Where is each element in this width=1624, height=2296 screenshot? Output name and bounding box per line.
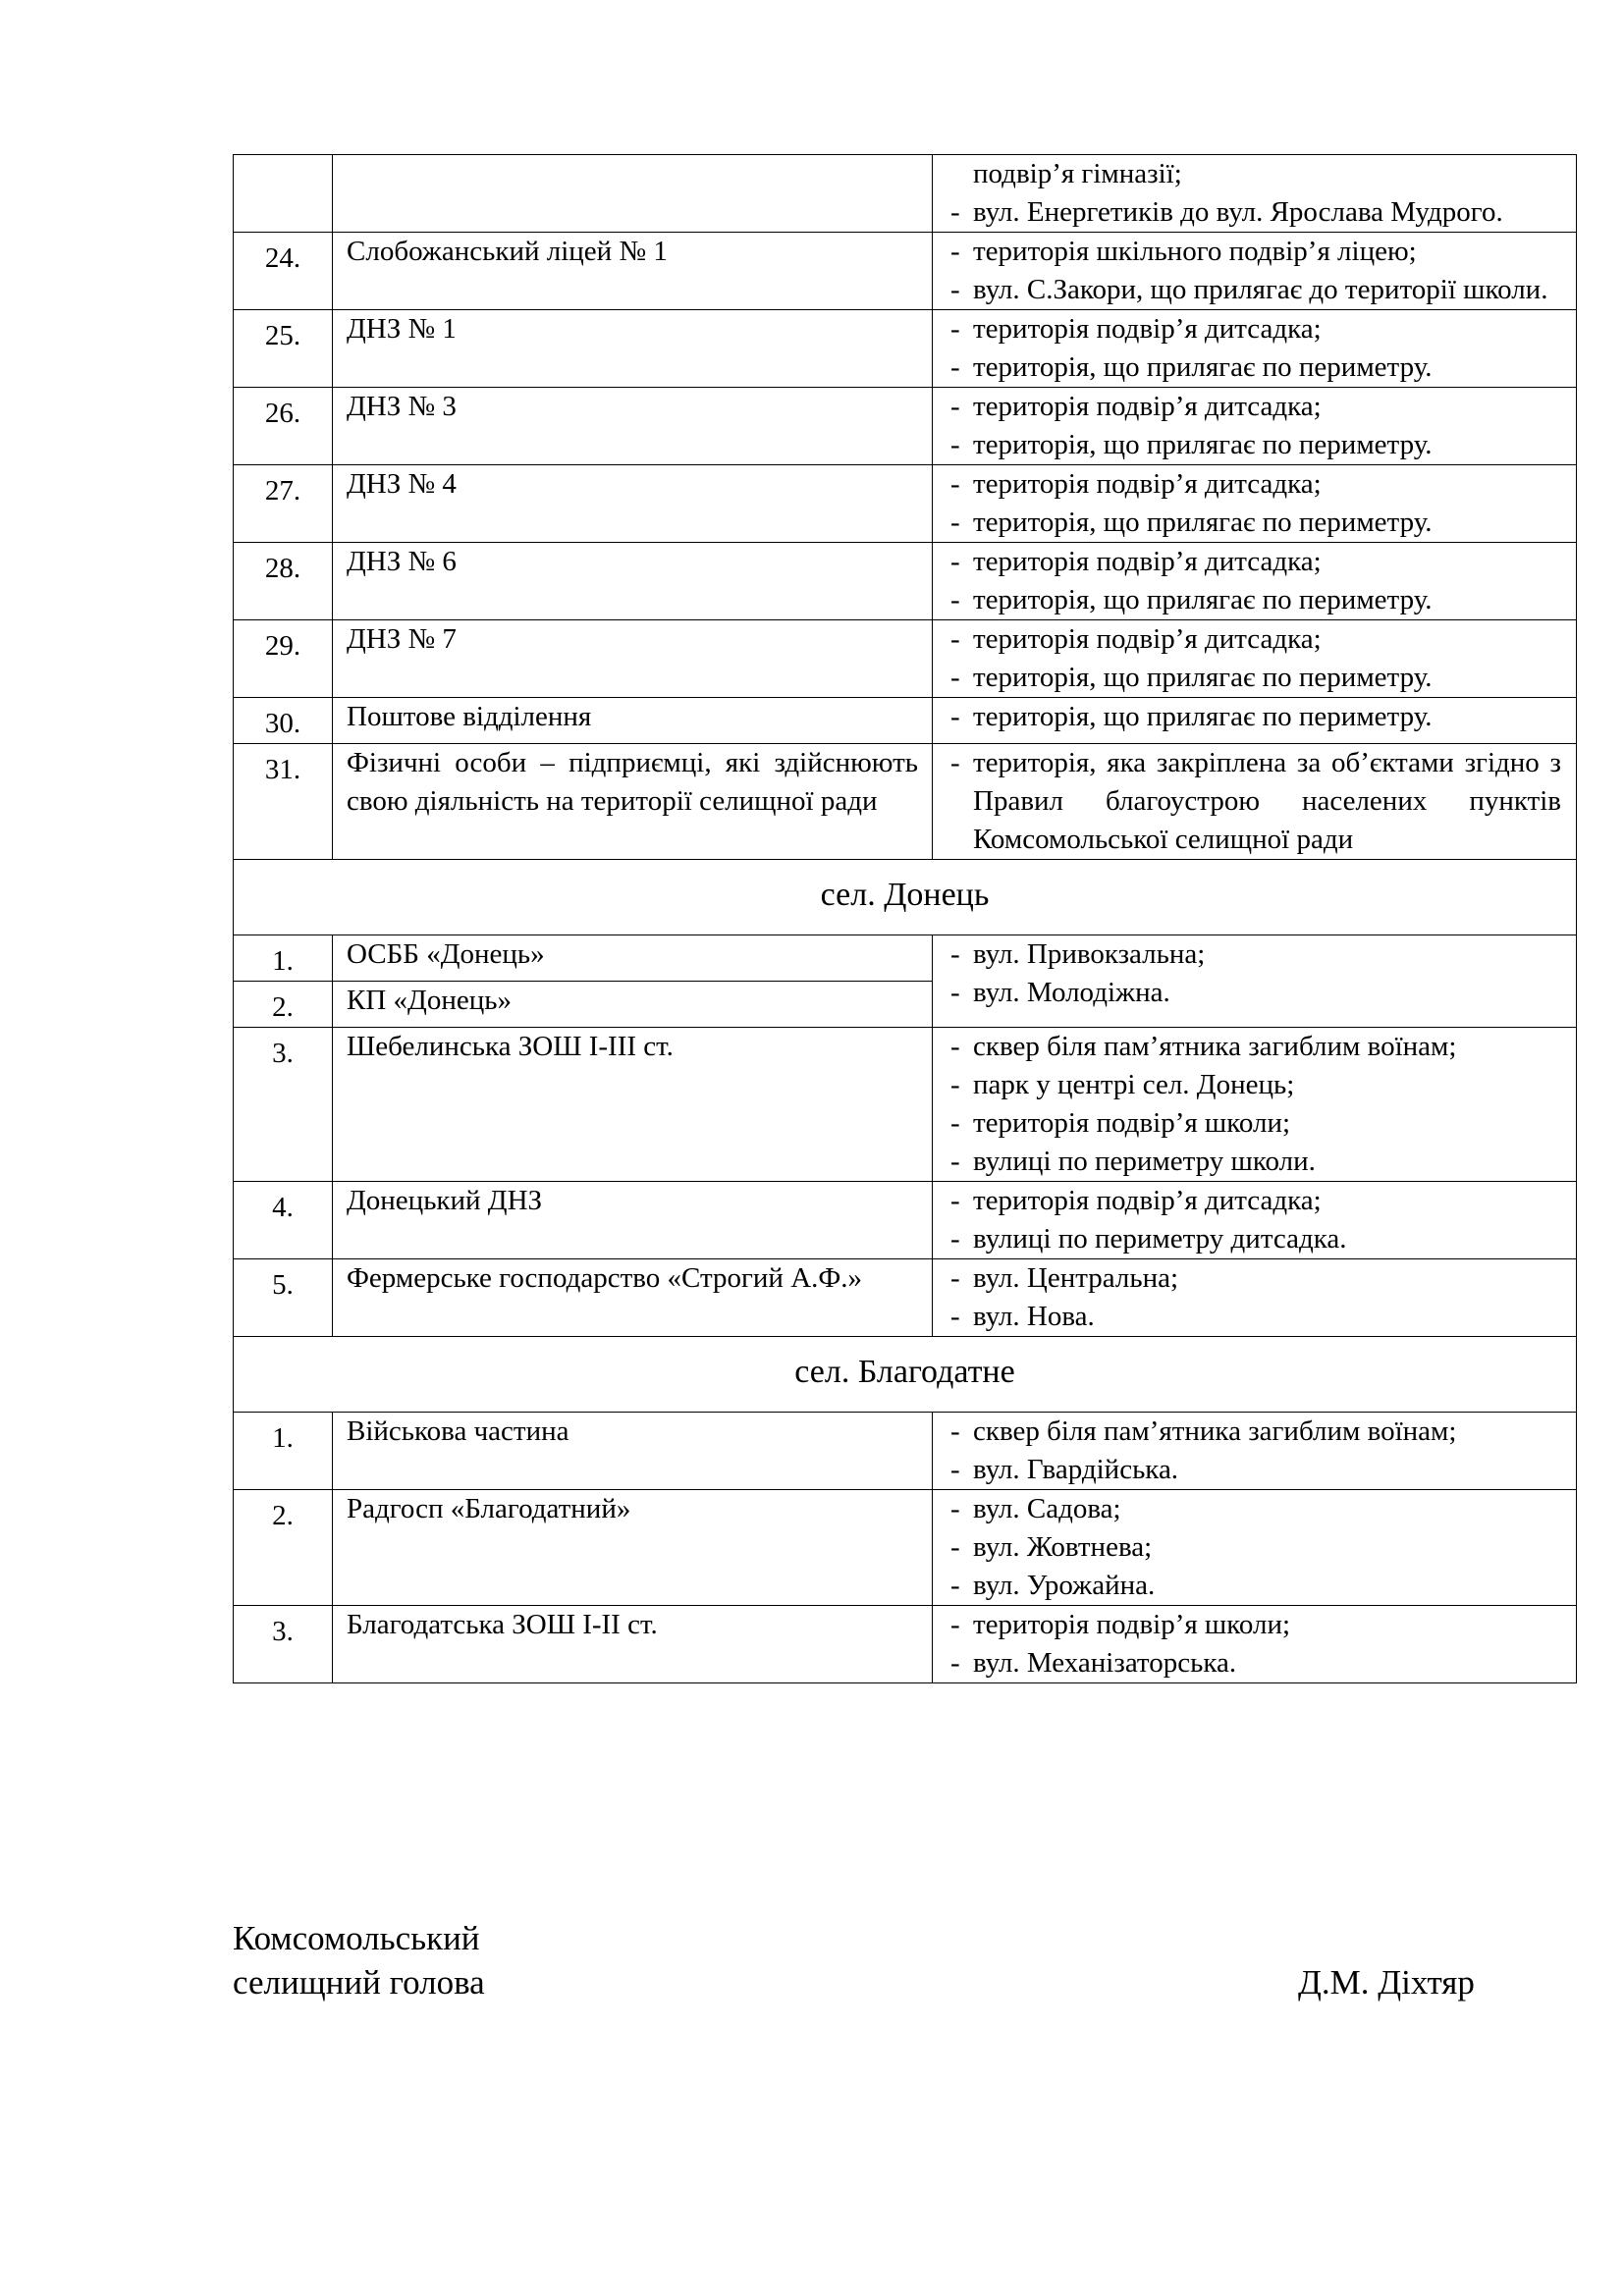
territory-item-text: вул. Урожайна. xyxy=(973,1570,1156,1601)
row-number: 31. xyxy=(234,744,333,860)
row-number: 3. xyxy=(234,1606,333,1683)
dash-marker: - xyxy=(950,747,960,778)
territory-item xyxy=(947,974,1561,1012)
territory-item-text: вулиці по периметру школи. xyxy=(973,1146,1316,1177)
row-number: 1. xyxy=(234,1413,333,1490)
territory-item xyxy=(947,233,1561,271)
territory-item xyxy=(947,504,1561,542)
territory-item xyxy=(947,1567,1561,1605)
territory-list xyxy=(947,388,1561,464)
territory-list xyxy=(947,155,1561,232)
territory-item-text: територія подвір’я школи; xyxy=(973,1609,1291,1640)
table-row xyxy=(234,233,1577,310)
row-number: 1. xyxy=(234,935,333,982)
table-row xyxy=(234,465,1577,543)
territory-list xyxy=(947,1606,1561,1682)
territory-item-text: територія, що прилягає по периметру. xyxy=(973,701,1433,732)
territory-item xyxy=(947,1644,1561,1682)
territory-item-text: вул. Енергетиків до вул. Ярослава Мудрого. xyxy=(973,196,1503,228)
territory-list xyxy=(947,1028,1561,1181)
dash-marker: - xyxy=(950,1146,960,1177)
territory-cell xyxy=(933,388,1577,465)
territory-item-text: територія подвір’я дитсадка; xyxy=(973,391,1322,422)
table-row xyxy=(234,388,1577,465)
territory-list xyxy=(947,233,1561,309)
territory-item xyxy=(947,426,1561,464)
dash-marker: - xyxy=(950,546,960,577)
territory-item-text: парк у центрі сел. Донець; xyxy=(973,1069,1295,1100)
territory-item-text: вул. Нова. xyxy=(973,1301,1095,1332)
territory-item xyxy=(947,1451,1561,1489)
territory-item xyxy=(947,1220,1561,1258)
territory-item xyxy=(947,1413,1561,1451)
organization-name: Поштове відділення xyxy=(333,698,933,744)
territory-cell xyxy=(933,1413,1577,1490)
territory-item-text: територія, що прилягає по периметру. xyxy=(973,351,1433,383)
section-donets xyxy=(234,860,1577,1028)
territory-item-text: вулиці по периметру дитсадка. xyxy=(973,1223,1347,1255)
dash-marker: - xyxy=(950,1301,960,1332)
territory-item-text: територія подвір’я школи; xyxy=(973,1107,1291,1139)
territory-item xyxy=(947,310,1561,348)
dash-marker: - xyxy=(950,236,960,267)
territory-cell xyxy=(933,935,1577,1028)
territory-item xyxy=(947,1490,1561,1528)
dash-marker: - xyxy=(950,1493,960,1524)
territory-item xyxy=(947,1066,1561,1104)
territory-cell xyxy=(933,233,1577,310)
territory-item xyxy=(947,193,1561,232)
territory-cell xyxy=(933,1606,1577,1683)
signer-name: Д.М. Діхтяр xyxy=(1298,1963,1475,2002)
table-row xyxy=(234,155,1577,233)
table-row xyxy=(234,310,1577,388)
dash-marker: - xyxy=(950,351,960,383)
dash-marker: - xyxy=(950,701,960,732)
territory-item-text: вул. Молодіжна. xyxy=(973,977,1170,1008)
organization-name: ОСББ «Донець» xyxy=(333,935,933,982)
row-number: 29. xyxy=(234,620,333,698)
territory-cell xyxy=(933,1490,1577,1606)
territory-item-text: вул. Жовтнева; xyxy=(973,1531,1153,1563)
territory-item xyxy=(947,1104,1561,1143)
territory-item xyxy=(947,1528,1561,1567)
table-row xyxy=(234,935,1577,982)
section-blagodatne-rows xyxy=(234,1413,1577,1683)
territory-item-text: сквер біля пам’ятника загиблим воїнам; xyxy=(973,1031,1457,1062)
dash-marker: - xyxy=(950,1107,960,1139)
row-number: 24. xyxy=(234,233,333,310)
table-row xyxy=(234,1606,1577,1683)
territory-list xyxy=(947,1182,1561,1258)
organization-name: Військова частина xyxy=(333,1413,933,1490)
territory-item-text: вул. С.Закори, що прилягає до території школи. xyxy=(973,274,1548,305)
territory-item xyxy=(947,1259,1561,1298)
dash-marker: - xyxy=(950,1069,960,1100)
territory-cell xyxy=(933,155,1577,233)
territory-cell xyxy=(933,744,1577,860)
territory-list xyxy=(947,1490,1561,1605)
organization-name: ДНЗ № 1 xyxy=(333,310,933,388)
row-number: 25. xyxy=(234,310,333,388)
territory-list xyxy=(947,465,1561,542)
section-blagodatne xyxy=(234,1337,1577,1413)
dash-marker: - xyxy=(950,196,960,228)
territory-list xyxy=(947,620,1561,697)
table-row xyxy=(234,1413,1577,1490)
territory-assignment-table xyxy=(233,154,1577,1683)
row-number: 5. xyxy=(234,1259,333,1337)
row-number xyxy=(234,155,333,233)
territory-item-text: вул. Механізаторська. xyxy=(973,1647,1237,1679)
territory-cell xyxy=(933,1182,1577,1259)
dash-marker: - xyxy=(950,1223,960,1255)
territory-item xyxy=(947,465,1561,504)
territory-item xyxy=(947,543,1561,581)
dash-marker: - xyxy=(950,1531,960,1563)
organization-name: ДНЗ № 6 xyxy=(333,543,933,620)
organization-name: Шебелинська ЗОШ І-ІІІ ст. xyxy=(333,1028,933,1182)
territory-item-text: територія подвір’я дитсадка; xyxy=(973,313,1322,345)
dash-marker: - xyxy=(950,1262,960,1294)
row-number: 30. xyxy=(234,698,333,744)
signature-title-line: Комсомольський xyxy=(233,1919,480,1957)
territory-item xyxy=(947,1182,1561,1220)
table-row-section xyxy=(234,1337,1577,1413)
organization-name: Фізичні особи – підприємці, які здійснюють свою діяльність на території селищної ради xyxy=(333,744,933,860)
signature-title-line: селищний голова xyxy=(233,1963,485,2002)
organization-name: КП «Донець» xyxy=(333,982,933,1028)
territory-item-text: вул. Гвардійська. xyxy=(973,1454,1179,1485)
territory-list xyxy=(947,744,1561,859)
territory-item-text: територія подвір’я дитсадка; xyxy=(973,468,1322,500)
row-number: 4. xyxy=(234,1182,333,1259)
territory-item-text: територія, яка закріплена за об’єктами згідно з Правил благоустрою населених пунктів Комсомольської селищної ради xyxy=(973,747,1561,855)
table-row xyxy=(234,1028,1577,1182)
section-donets-rows xyxy=(234,1028,1577,1337)
dash-marker: - xyxy=(950,1647,960,1679)
dash-marker: - xyxy=(950,662,960,693)
dash-marker: - xyxy=(950,1570,960,1601)
territory-cell xyxy=(933,465,1577,543)
row-number: 26. xyxy=(234,388,333,465)
territory-cell xyxy=(933,310,1577,388)
territory-item xyxy=(947,659,1561,697)
territory-cell xyxy=(933,543,1577,620)
section-heading-donets: сел. Донець xyxy=(234,860,1577,935)
territory-item-text: територія, що прилягає по периметру. xyxy=(973,584,1433,615)
dash-marker: - xyxy=(950,1454,960,1485)
dash-marker: - xyxy=(950,274,960,305)
dash-marker: - xyxy=(950,468,960,500)
territory-item-text: територія подвір’я дитсадка; xyxy=(973,546,1322,577)
dash-marker: - xyxy=(950,507,960,538)
territory-item xyxy=(947,1298,1561,1336)
table-row xyxy=(234,620,1577,698)
territory-item-text: територія шкільного подвір’я ліцею; xyxy=(973,236,1417,267)
dash-marker: - xyxy=(950,1415,960,1447)
organization-name: Благодатська ЗОШ І-ІІ ст. xyxy=(333,1606,933,1683)
dash-marker: - xyxy=(950,1031,960,1062)
territory-item-text: територія подвір’я дитсадка; xyxy=(973,1185,1322,1216)
territory-list xyxy=(947,935,1561,1012)
territory-item-text: сквер біля пам’ятника загиблим воїнам; xyxy=(973,1415,1457,1447)
territory-item-text: територія, що прилягає по периметру. xyxy=(973,662,1433,693)
row-number: 2. xyxy=(234,1490,333,1606)
territory-item-text: вул. Привокзальна; xyxy=(973,938,1206,970)
table-row xyxy=(234,744,1577,860)
organization-name: Слобожанський ліцей № 1 xyxy=(333,233,933,310)
territory-item xyxy=(947,581,1561,619)
territory-list xyxy=(947,310,1561,387)
territory-item xyxy=(947,744,1561,859)
territory-item-text: вул. Садова; xyxy=(973,1493,1121,1524)
territory-list xyxy=(947,1259,1561,1336)
organization-name xyxy=(333,155,933,233)
territory-item xyxy=(947,1606,1561,1644)
territory-item-text: територія подвір’я дитсадка; xyxy=(973,623,1322,655)
table-row-section xyxy=(234,860,1577,935)
table-row xyxy=(234,1259,1577,1337)
dash-marker: - xyxy=(950,623,960,655)
territory-item xyxy=(947,388,1561,426)
dash-marker: - xyxy=(950,938,960,970)
table-row xyxy=(234,698,1577,744)
organization-name: Донецький ДНЗ xyxy=(333,1182,933,1259)
dash-marker: - xyxy=(950,313,960,345)
territory-item-text: територія, що прилягає по периметру. xyxy=(973,507,1433,538)
territory-cell xyxy=(933,1259,1577,1337)
organization-name: ДНЗ № 3 xyxy=(333,388,933,465)
row-number: 27. xyxy=(234,465,333,543)
organization-name: ДНЗ № 4 xyxy=(333,465,933,543)
territory-list xyxy=(947,543,1561,619)
territory-item xyxy=(947,271,1561,309)
table-row xyxy=(234,543,1577,620)
organization-name: Фермерське господарство «Строгий А.Ф.» xyxy=(333,1259,933,1337)
signature-title-block xyxy=(233,1916,485,2004)
table-row xyxy=(234,1182,1577,1259)
dash-marker: - xyxy=(950,977,960,1008)
organization-name: Радгосп «Благодатний» xyxy=(333,1490,933,1606)
dash-marker: - xyxy=(950,429,960,460)
dash-marker: - xyxy=(950,1185,960,1216)
territory-item-text: територія, що прилягає по периметру. xyxy=(973,429,1433,460)
organization-name: ДНЗ № 7 xyxy=(333,620,933,698)
territory-cell xyxy=(933,620,1577,698)
dash-marker: - xyxy=(950,584,960,615)
section-heading-blagodatne: сел. Благодатне xyxy=(234,1337,1577,1413)
territory-item xyxy=(947,935,1561,974)
row-number: 2. xyxy=(234,982,333,1028)
territory-item xyxy=(947,698,1561,736)
territory-item-text: вул. Центральна; xyxy=(973,1262,1179,1294)
territory-item xyxy=(947,1143,1561,1181)
dash-marker: - xyxy=(950,1609,960,1640)
dash-marker: - xyxy=(950,391,960,422)
row-number: 3. xyxy=(234,1028,333,1182)
territory-item-text: подвір’я гімназії; xyxy=(973,158,1182,189)
table-row xyxy=(234,1490,1577,1606)
table-body-main xyxy=(234,155,1577,860)
territory-list xyxy=(947,698,1561,736)
territory-item xyxy=(947,348,1561,387)
territory-cell xyxy=(933,1028,1577,1182)
territory-item xyxy=(947,620,1561,659)
territory-item xyxy=(947,1028,1561,1066)
row-number: 28. xyxy=(234,543,333,620)
territory-list xyxy=(947,1413,1561,1489)
territory-item xyxy=(947,155,1561,193)
territory-cell xyxy=(933,698,1577,744)
